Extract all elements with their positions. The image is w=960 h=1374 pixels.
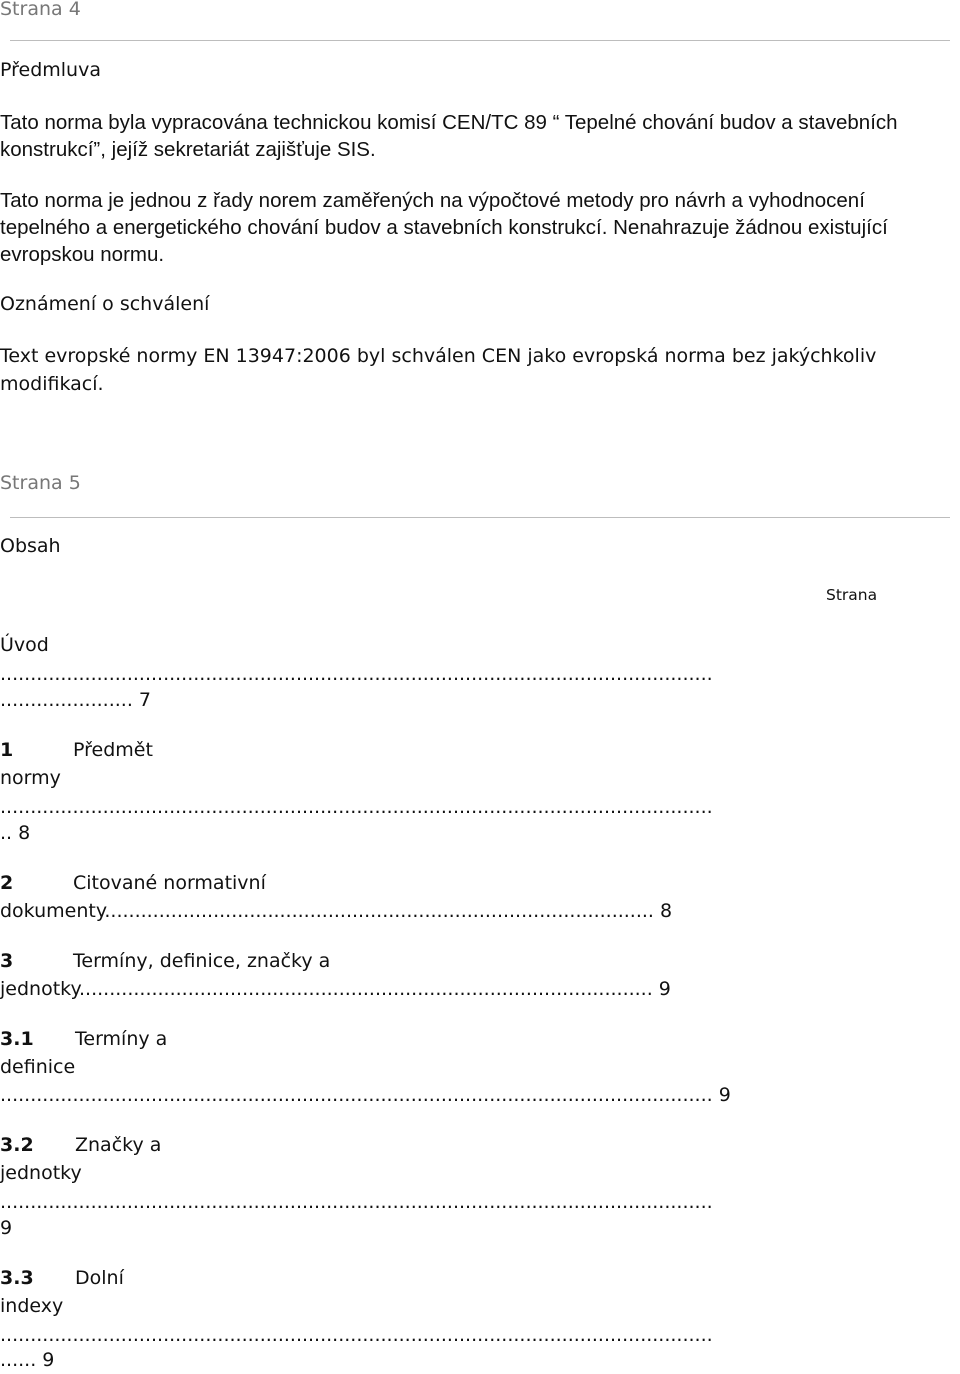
paragraph-line: Tato norma byla vypracována technickou komisí CEN/TC 89 “ Tepelné chování budov a stavebních — [0, 111, 898, 134]
toc-entry-3-2-number: 3.2 — [0, 1134, 34, 1156]
page-label-4: Strana 4 — [0, 0, 81, 20]
toc-entry-3-3-page: ...... 9 — [0, 1349, 55, 1371]
toc-entry-3-2-title-cont[interactable]: jednotky — [0, 1162, 82, 1184]
toc-dot-leader: ...................................................................................................................... 9 — [0, 1084, 731, 1106]
toc-entry-1-number: 1 — [0, 739, 14, 761]
section-heading-oznameni: Oznámení o schválení — [0, 293, 210, 315]
page-divider — [10, 40, 950, 41]
toc-entry-3-3-number: 3.3 — [0, 1267, 34, 1289]
toc-entry-3-3-title[interactable]: Dolní — [75, 1267, 124, 1289]
toc-entry-3-2-title[interactable]: Značky a — [75, 1134, 162, 1156]
paragraph-line: evropskou normu. — [0, 243, 165, 266]
toc-entry-2-title-cont[interactable]: dokumenty........................................................................................... 8 — [0, 900, 673, 922]
paragraph-line: konstrukcí”, jejíž sekretariát zajišťuje SIS. — [0, 138, 376, 161]
toc-entry-3-3-title-cont[interactable]: indexy — [0, 1295, 64, 1317]
toc-entry-uvod-page: ...................... 7 — [0, 689, 151, 711]
toc-entry-3-title[interactable]: Termíny, definice, značky a — [73, 950, 331, 972]
toc-page-column-label: Strana — [826, 586, 878, 604]
page-label-5: Strana 5 — [0, 472, 81, 494]
toc-dot-leader: ...................................................................................................................... — [0, 1324, 713, 1346]
paragraph-line: Text evropské normy EN 13947:2006 byl schválen CEN jako evropská norma bez jakýchkoliv — [0, 345, 877, 367]
toc-dot-leader: ...................................................................................................................... — [0, 1191, 713, 1213]
toc-entry-1-page: .. 8 — [0, 822, 31, 844]
paragraph-line: Tato norma je jednou z řady norem zaměřených na výpočtové metody pro návrh a vyhodnocení — [0, 189, 865, 212]
toc-entry-2-title[interactable]: Citované normativní — [73, 872, 266, 894]
page-divider — [10, 517, 950, 518]
section-heading-predmluva: Předmluva — [0, 59, 101, 81]
toc-entry-1-title[interactable]: Předmět — [73, 739, 153, 761]
section-heading-obsah: Obsah — [0, 535, 61, 557]
toc-entry-3-1-title[interactable]: Termíny a — [75, 1028, 168, 1050]
toc-dot-leader: ...................................................................................................................... — [0, 796, 713, 818]
toc-dot-leader: ...................................................................................................................... — [0, 663, 713, 685]
toc-entry-3-title-cont[interactable]: jednotky............................................................................................... 9 — [0, 978, 671, 1000]
toc-entry-3-1-title-cont[interactable]: definice — [0, 1056, 76, 1078]
toc-entry-3-number: 3 — [0, 950, 14, 972]
toc-entry-3-2-page: 9 — [0, 1217, 13, 1239]
toc-entry-uvod-title[interactable]: Úvod — [0, 634, 49, 656]
paragraph-line: tepelného a energetického chování budov a stavebních konstrukcí. Nenahrazuje žádnou existující — [0, 216, 888, 239]
toc-entry-2-number: 2 — [0, 872, 14, 894]
toc-entry-1-title-cont[interactable]: normy — [0, 767, 61, 789]
paragraph-line: modifikací. — [0, 373, 104, 395]
toc-entry-3-1-number: 3.1 — [0, 1028, 34, 1050]
